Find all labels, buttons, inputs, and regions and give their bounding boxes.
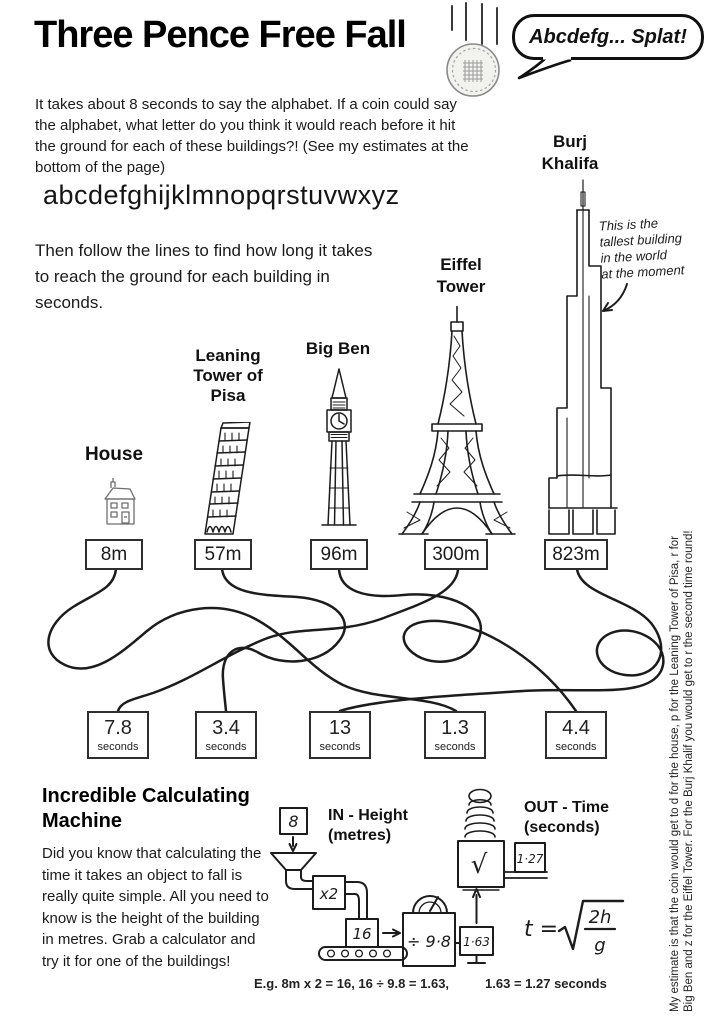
- machine-multiplier: x2: [319, 885, 339, 903]
- speech-bubble-tail: [517, 56, 577, 84]
- speech-bubble-text: Abcdefg... Splat!: [529, 25, 687, 48]
- pisa-illustration: [197, 422, 259, 540]
- time-box-5: 4.4 seconds: [545, 711, 607, 759]
- height-box-eiffel: 300m: [424, 539, 488, 570]
- intro-text: It takes about 8 seconds to say the alphabet. If a coin could say the alphabet, what letter do you think it would reach before it hit the ground for each of these buildings?! (See my estimates at the bottom of the page): [35, 96, 469, 176]
- machine-input-value: 8: [288, 812, 299, 831]
- height-box-pisa: 57m: [194, 539, 252, 570]
- building-label-pisa: Leaning Tower of Pisa: [193, 346, 263, 405]
- building-label-big-ben: Big Ben: [305, 339, 371, 358]
- tangle-lines: [25, 569, 685, 711]
- height-box-burj: 823m: [544, 539, 608, 570]
- side-estimate-note: My estimate is that the coin would get to d for the house, p for the Leaning Tower of Pisa, r for Big Ben and z for the Eiffel Tower. For the Burj Khalif you would get to r the second time round!: [669, 530, 695, 1012]
- machine-after-divide: 1·63: [463, 935, 490, 949]
- eiffel-tower-illustration: [398, 306, 516, 536]
- height-box-big-ben: 96m: [310, 539, 368, 570]
- calculating-machine-illustration: [263, 783, 643, 981]
- sqrt-icon: √: [470, 850, 488, 880]
- big-ben-illustration: [313, 368, 365, 538]
- formula-denominator: g: [594, 935, 606, 956]
- time-box-2: 3.4 seconds: [195, 711, 257, 759]
- machine-after-multiply: 16: [352, 925, 372, 943]
- formula-prefix: t =: [523, 917, 559, 942]
- house-illustration: [98, 478, 143, 528]
- in-label: IN - Height (metres): [328, 807, 408, 844]
- page-title: Three Pence Free Fall: [34, 14, 406, 56]
- formula-numerator: 2h: [588, 907, 612, 928]
- falling-coin-icon: [443, 2, 505, 98]
- building-label-burj: Burj Khalifa: [541, 132, 599, 173]
- tallest-building-note: This is the tallest building in the world at the moment: [598, 215, 685, 282]
- time-box-4: 1.3 seconds: [424, 711, 486, 759]
- speech-bubble: [512, 14, 704, 60]
- time-box-3: 13 seconds: [309, 711, 371, 759]
- machine-output-value: 1·27: [516, 852, 544, 866]
- time-box-1: 7.8 seconds: [87, 711, 149, 759]
- height-box-house: 8m: [85, 539, 143, 570]
- out-label: OUT - Time (seconds): [524, 799, 610, 836]
- follow-instructions: Then follow the lines to find how long it takes to reach the ground for each building in seconds.: [35, 241, 373, 312]
- alphabet-text: abcdefghijklmnopqrstuvwxyz: [43, 180, 400, 210]
- example-line: E.g. 8m x 2 = 16, 16 ÷ 9.8 = 1.63, 1.63 = 1.27 seconds: [254, 976, 607, 991]
- machine-body-text: Did you know that calculating the time it takes an object to fall is really quite simple. All you need to know is the height of the building in metres. Grab a calculator and try it for one of the buildings!: [42, 845, 269, 970]
- machine-divider: ÷ 9·8: [407, 932, 451, 951]
- machine-heading: Incredible Calculating Machine: [42, 785, 250, 832]
- building-label-house: House: [84, 444, 144, 465]
- note-arrow-icon: [603, 284, 627, 311]
- burj-khalifa-illustration: [515, 178, 635, 538]
- building-label-eiffel: Eiffel Tower: [436, 255, 486, 296]
